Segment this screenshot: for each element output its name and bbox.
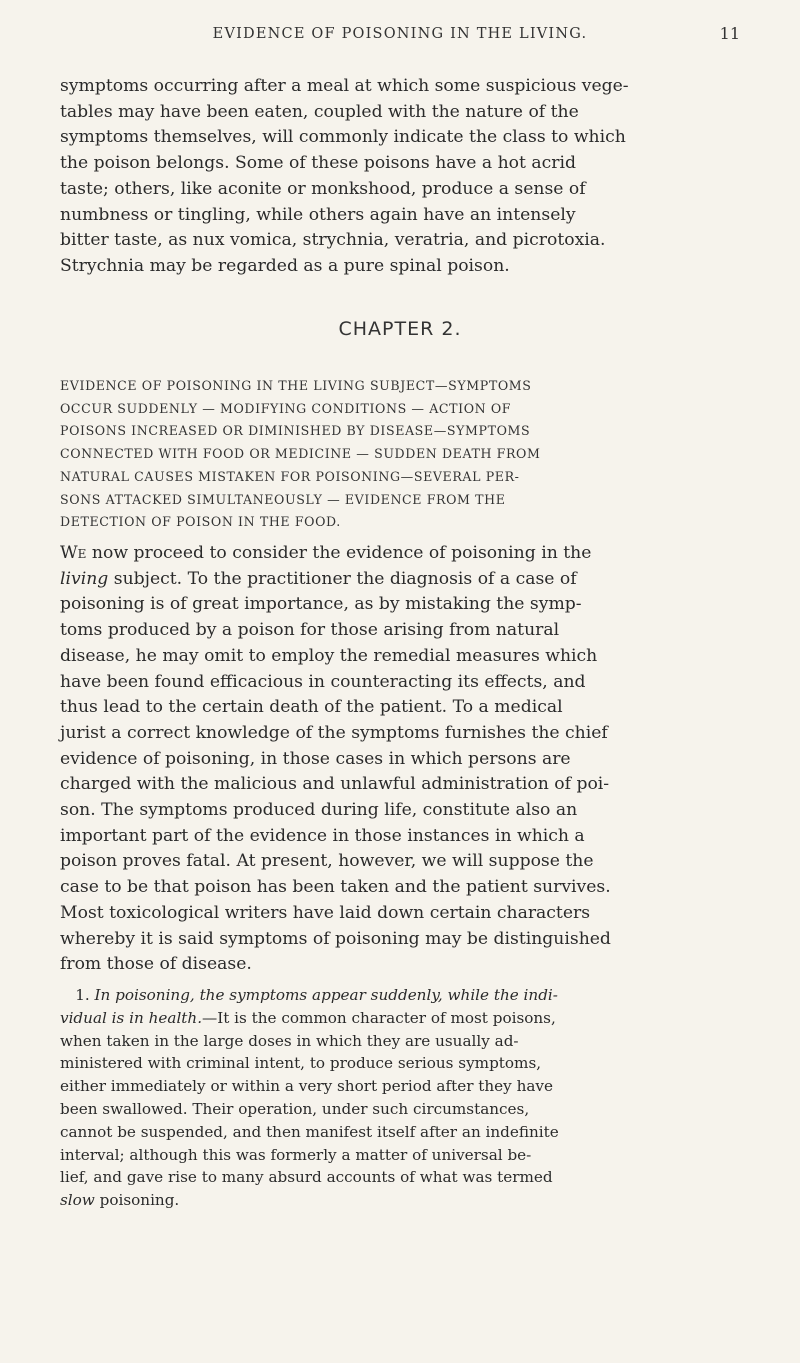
text-line: Most toxicological writers have laid down certain characters bbox=[60, 902, 591, 923]
text-line: numbness or tingling, while others again have an intensely bbox=[60, 204, 576, 225]
running-head: EVIDENCE OF POISONING IN THE LIVING. bbox=[212, 26, 588, 42]
text-line: son. The symptoms produced during life, constitute also an bbox=[60, 800, 578, 821]
text-line: case to be that poison has been taken and the patient survives. bbox=[60, 877, 611, 898]
text-line: tables may have been eaten, coupled with the nature of the bbox=[60, 101, 579, 122]
summary-line: DETECTION OF POISON IN THE FOOD. bbox=[60, 514, 341, 530]
text-line: interval; although this was formerly a matter of universal be- bbox=[60, 1145, 532, 1164]
text-line: when taken in the large doses in which they are usually ad- bbox=[60, 1031, 519, 1050]
text-line: Strychnia may be regarded as a pure spinal poison. bbox=[60, 255, 510, 276]
page-number: 11 bbox=[719, 24, 740, 43]
text-line: evidence of poisoning, in those cases in which persons are bbox=[60, 748, 571, 769]
text-line: charged with the malicious and unlawful administration of poi- bbox=[60, 774, 610, 795]
summary-line: POISONS INCREASED OR DIMINISHED BY DISEASE—SYMPTOMS bbox=[60, 423, 531, 439]
text-line: poisoning is of great importance, as by mistaking the symp- bbox=[60, 594, 582, 615]
text-line: disease, he may omit to employ the remedial measures which bbox=[60, 645, 598, 666]
summary-line: NATURAL CAUSES MISTAKEN FOR POISONING—SEVERAL PER- bbox=[60, 468, 520, 484]
text-line: either immediately or within a very short period after they have bbox=[60, 1077, 553, 1096]
text-line: lief, and gave rise to many absurd accounts of what was termed bbox=[60, 1168, 553, 1187]
text-line: been swallowed. Their operation, under such circumstances, bbox=[60, 1099, 530, 1118]
text-line: symptoms occurring after a meal at which some suspicious vege- bbox=[60, 76, 629, 96]
text-run: —It is the common character of most poisons, bbox=[202, 1008, 556, 1027]
text-line: the poison belongs. Some of these poisons have a hot acrid bbox=[60, 153, 576, 174]
text-line: whereby it is said symptoms of poisoning may be distinguished bbox=[60, 928, 611, 949]
text-line bbox=[60, 541, 730, 567]
text-run: now proceed to consider the evidence of poisoning in the bbox=[86, 543, 592, 563]
body-paragraph bbox=[60, 541, 730, 978]
text-line: ministered with criminal intent, to produce serious symptoms, bbox=[60, 1054, 542, 1073]
text-line: important part of the evidence in those instances in which a bbox=[60, 825, 585, 846]
text-line: symptoms themselves, will commonly indicate the class to which bbox=[60, 127, 626, 148]
text-line: taste; others, like aconite or monkshood, produce a sense of bbox=[60, 178, 586, 199]
text-run: poisoning. bbox=[94, 1191, 180, 1210]
italic-word: living bbox=[60, 568, 109, 589]
text-line bbox=[60, 1007, 730, 1030]
summary-line: OCCUR SUDDENLY — MODIFYING CONDITIONS — ACTION OF bbox=[60, 400, 512, 416]
text-line bbox=[60, 567, 730, 593]
intro-paragraph bbox=[60, 74, 730, 280]
text-line: have been found efficacious in counteracting its effects, and bbox=[60, 671, 586, 692]
text-line: poison proves fatal. At present, however, we will suppose the bbox=[60, 851, 594, 872]
text-line: jurist a correct knowledge of the symptoms furnishes the chief bbox=[60, 722, 608, 743]
numbered-point bbox=[60, 984, 730, 1212]
text-line: toms produced by a poison for those arising from natural bbox=[60, 620, 560, 641]
opening-word: We bbox=[60, 543, 87, 563]
text-line: from those of disease. bbox=[60, 954, 252, 975]
text-run: subject. To the practitioner the diagnosis of a case of bbox=[108, 568, 577, 589]
italic-word: slow bbox=[60, 1191, 95, 1210]
point-heading-cont: vidual is in health. bbox=[60, 1008, 203, 1027]
chapter-summary bbox=[60, 375, 730, 534]
summary-line: SONS ATTACKED SIMULTANEOUSLY — EVIDENCE FROM THE bbox=[60, 491, 506, 507]
point-heading: In poisoning, the symptoms appear suddenly, while the indi- bbox=[94, 986, 558, 1004]
text-line: thus lead to the certain death of the patient. To a medical bbox=[60, 697, 563, 718]
summary-line: EVIDENCE OF POISONING IN THE LIVING SUBJECT—SYMPTOMS bbox=[60, 378, 532, 393]
text-line bbox=[60, 984, 730, 1007]
chapter-title: CHAPTER 2. bbox=[338, 318, 462, 340]
summary-line: CONNECTED WITH FOOD OR MEDICINE — SUDDEN DEATH FROM bbox=[60, 446, 541, 462]
point-number: 1. bbox=[75, 986, 90, 1004]
text-line: cannot be suspended, and then manifest itself after an indefinite bbox=[60, 1122, 559, 1141]
text-line bbox=[60, 1189, 730, 1212]
text-line: bitter taste, as nux vomica, strychnia, veratria, and picrotoxia. bbox=[60, 230, 606, 251]
